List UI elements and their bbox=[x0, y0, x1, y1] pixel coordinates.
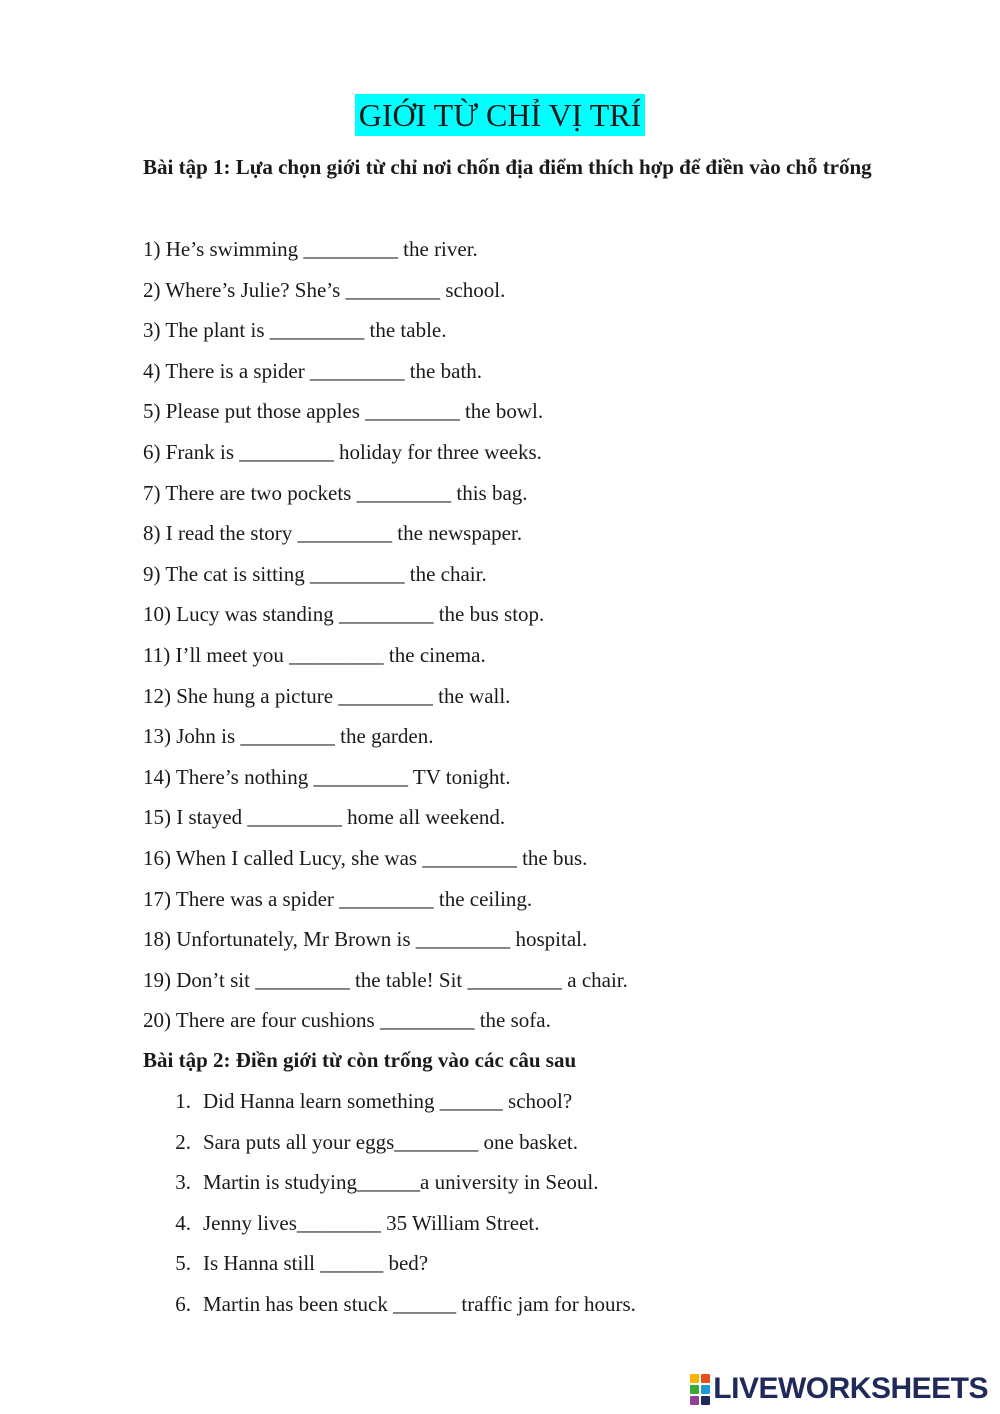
exercise-1-item: 16) When I called Lucy, she was _________ the bus. bbox=[143, 845, 588, 870]
item-number: 2. bbox=[175, 1129, 191, 1154]
exercise-1-item: 19) Don’t sit _________ the table! Sit _________ a chair. bbox=[143, 967, 628, 992]
exercise-1-item: 11) I’ll meet you _________ the cinema. bbox=[143, 642, 486, 667]
exercise-2-item bbox=[143, 1122, 636, 1163]
exercise-2-list bbox=[143, 1081, 636, 1325]
item-number: 1. bbox=[175, 1089, 191, 1113]
item-number: 6. bbox=[175, 1291, 191, 1316]
exercise-1-item: 1) He’s swimming _________ the river. bbox=[143, 237, 478, 261]
item-text: Is Hanna still ______ bed? bbox=[203, 1251, 429, 1276]
exercise-2-heading: Bài tập 2: Điền giới từ còn trống vào các câu sau bbox=[143, 1048, 577, 1072]
exercise-1-item: 8) I read the story _________ the newspaper. bbox=[143, 521, 523, 546]
exercise-1-item: 12) She hung a picture _________ the wall. bbox=[143, 683, 511, 708]
item-number: 3. bbox=[175, 1170, 191, 1195]
exercise-1-item: 4) There is a spider _________ the bath. bbox=[143, 358, 483, 383]
item-text: Did Hanna learn something ______ school? bbox=[203, 1089, 573, 1113]
exercise-1-item: 2) Where’s Julie? She’s _________ school. bbox=[143, 277, 506, 302]
page-title: GIỚI TỪ CHỈ VỊ TRÍ bbox=[355, 94, 646, 136]
exercise-1-list bbox=[143, 229, 628, 1041]
exercise-2-item bbox=[143, 1081, 636, 1122]
title-wrapper bbox=[0, 94, 1000, 136]
exercise-1-item: 15) I stayed _________ home all weekend. bbox=[143, 805, 506, 830]
liveworksheets-logo[interactable] bbox=[690, 1372, 988, 1406]
item-text: Martin has been stuck ______ traffic jam for hours. bbox=[203, 1291, 636, 1316]
exercise-2-item bbox=[143, 1284, 636, 1325]
item-text: Sara puts all your eggs________ one basket. bbox=[203, 1129, 579, 1154]
exercise-1-item: 7) There are two pockets _________ this bag. bbox=[143, 480, 528, 505]
exercise-1-item: 3) The plant is _________ the table. bbox=[143, 318, 447, 343]
item-number: 4. bbox=[175, 1210, 191, 1235]
exercise-2-item bbox=[143, 1243, 636, 1284]
exercise-1-heading: Bài tập 1: Lựa chọn giới từ chỉ nơi chốn địa điểm thích hợp để điền vào chỗ trống bbox=[143, 155, 872, 179]
exercise-1-item: 10) Lucy was standing _________ the bus stop. bbox=[143, 602, 545, 627]
exercise-1-item: 17) There was a spider _________ the ceiling. bbox=[143, 886, 533, 911]
exercise-1-item: 14) There’s nothing _________ TV tonight. bbox=[143, 764, 511, 789]
item-text: Jenny lives________ 35 William Street. bbox=[203, 1210, 540, 1235]
exercise-1-item: 6) Frank is _________ holiday for three weeks. bbox=[143, 439, 542, 464]
logo-text: LIVEWORKSHEETS bbox=[713, 1372, 988, 1405]
exercise-2-item bbox=[143, 1162, 636, 1203]
exercise-1-item: 20) There are four cushions _________ the sofa. bbox=[143, 1008, 551, 1033]
item-text: Martin is studying______a university in Seoul. bbox=[203, 1170, 599, 1195]
exercise-2-item bbox=[143, 1203, 636, 1244]
exercise-1-item: 13) John is _________ the garden. bbox=[143, 724, 434, 749]
exercise-1-item: 18) Unfortunately, Mr Brown is _________ hospital. bbox=[143, 927, 588, 952]
item-number: 5. bbox=[175, 1251, 191, 1276]
liveworksheets-logo-icon bbox=[690, 1374, 710, 1405]
exercise-1-item: 9) The cat is sitting _________ the chair. bbox=[143, 561, 487, 586]
exercise-1-item: 5) Please put those apples _________ the bowl. bbox=[143, 399, 544, 424]
